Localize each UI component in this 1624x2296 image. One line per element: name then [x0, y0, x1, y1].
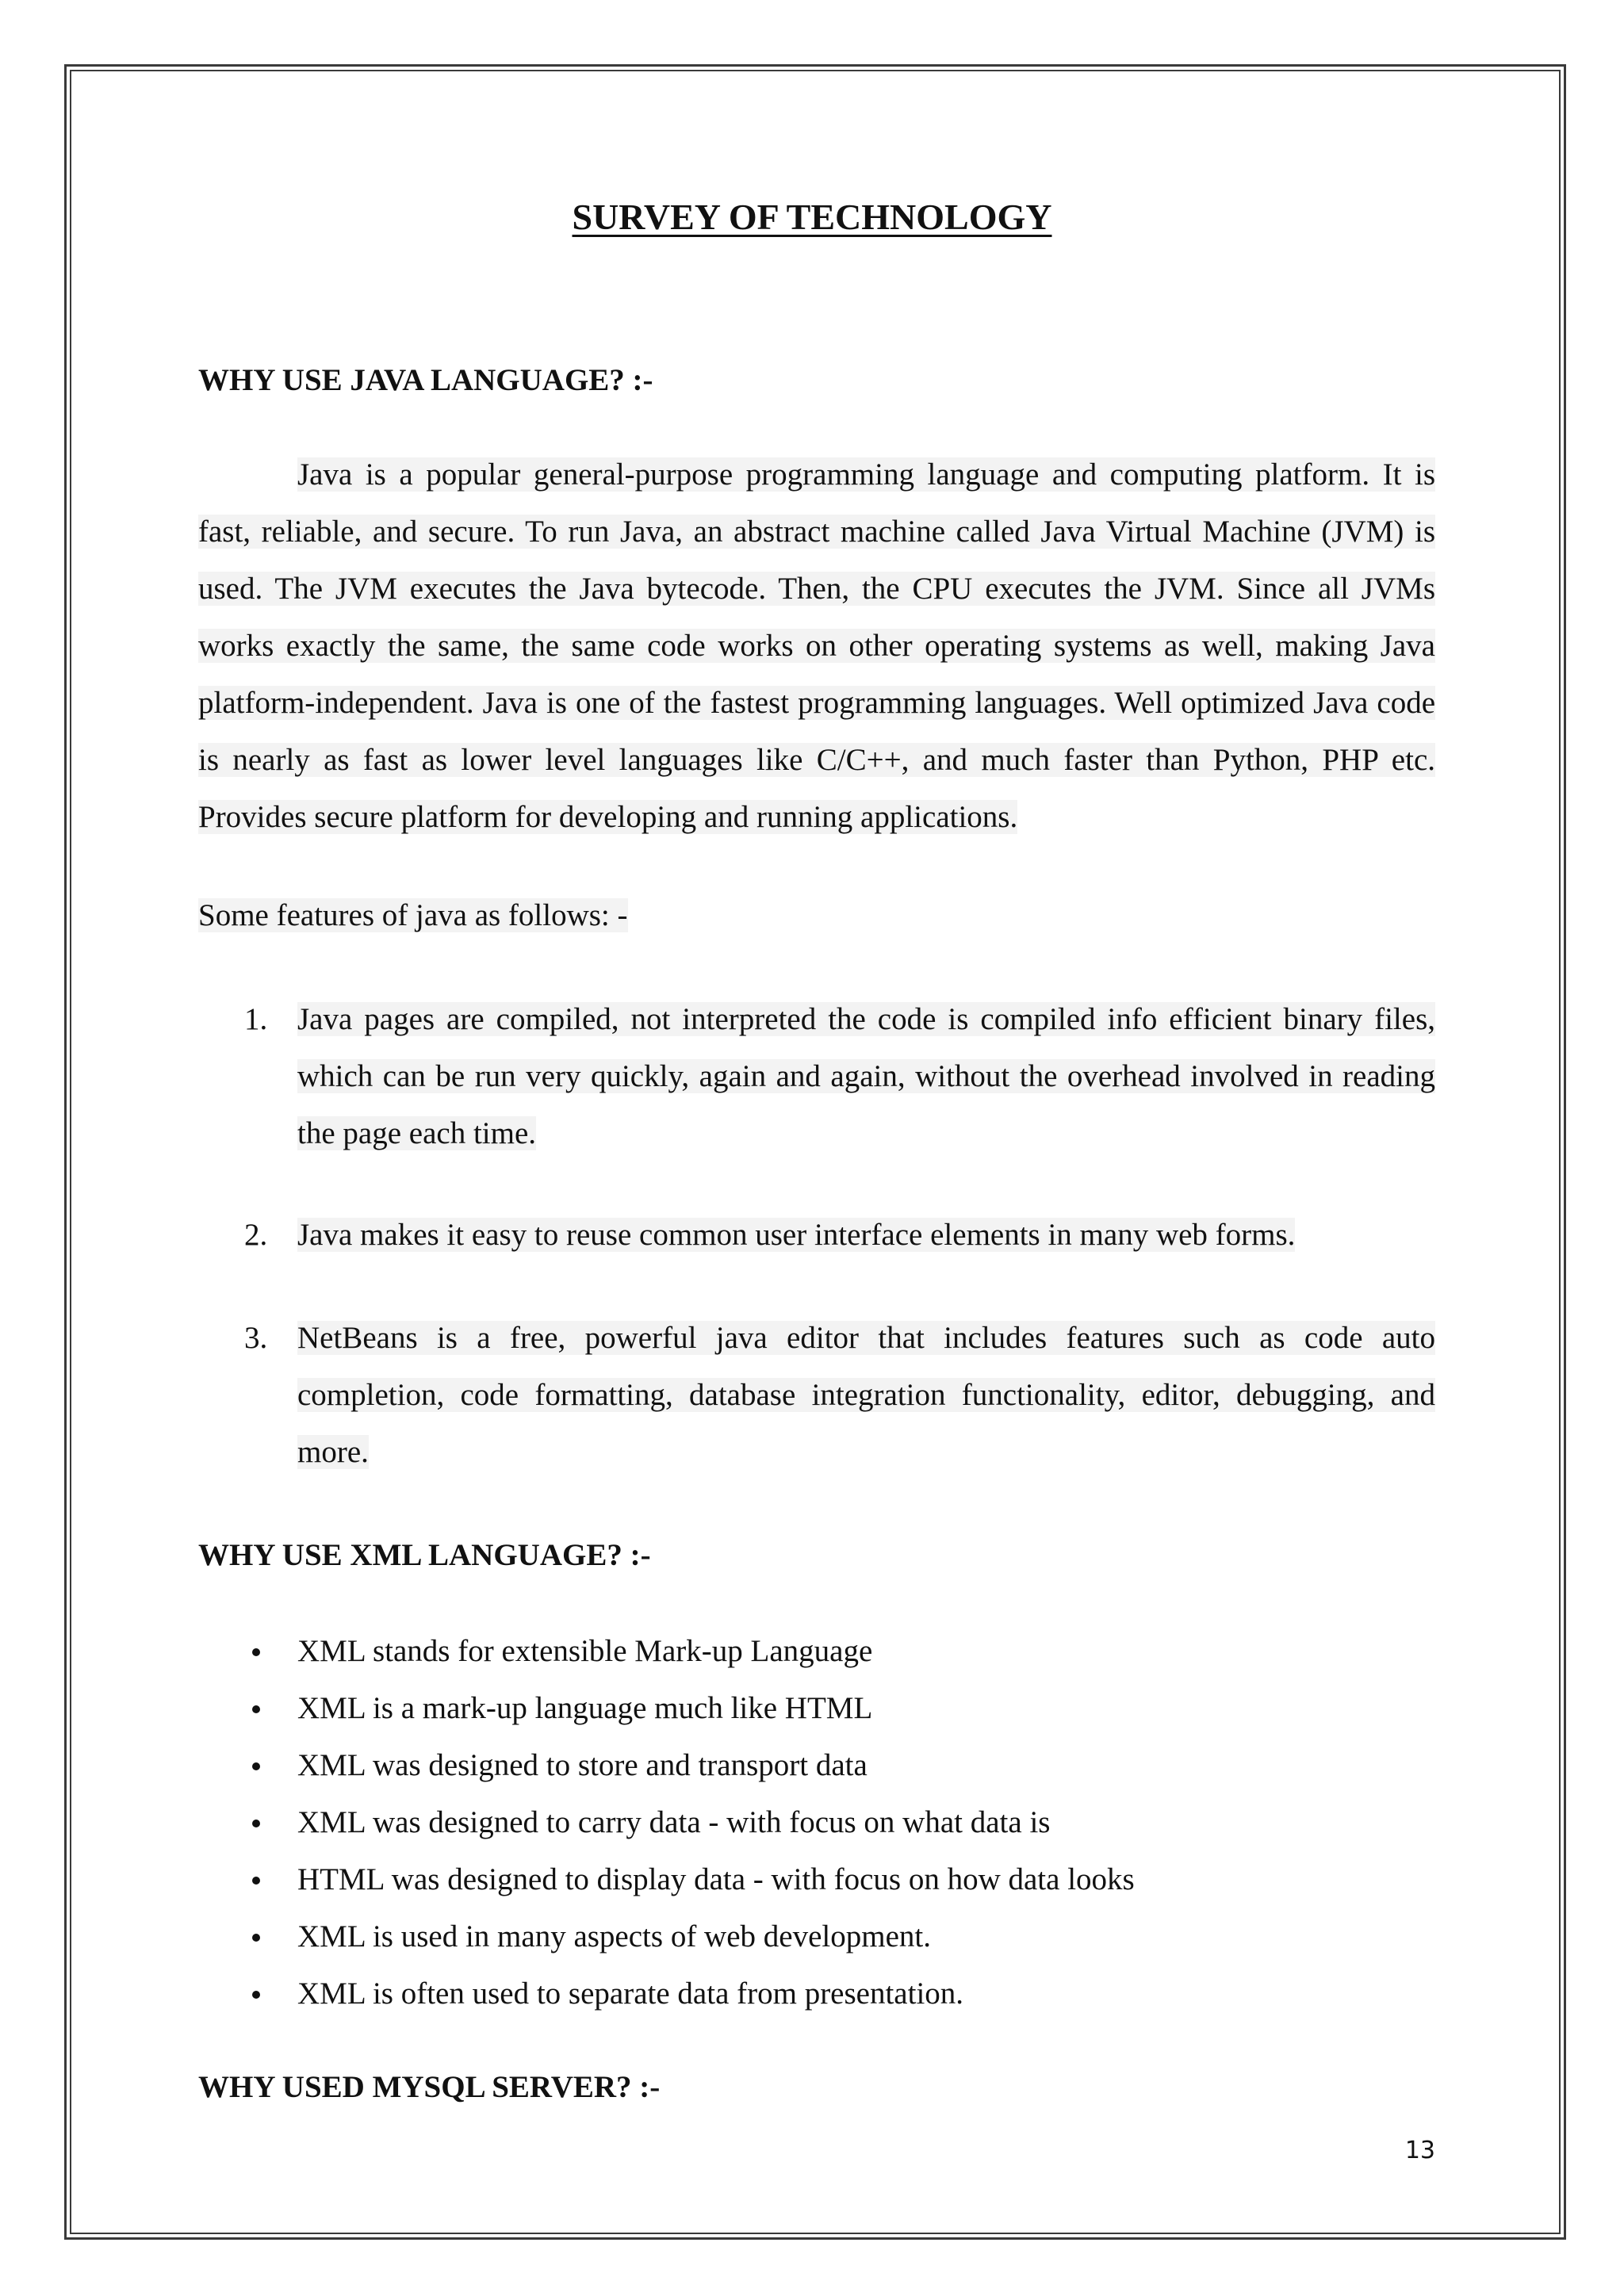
java-paragraph	[198, 446, 1435, 846]
feature-number: 2.	[244, 1218, 268, 1252]
feature-text: Java pages are compiled, not interpreted the code is compiled info efficient binary files, which can be run very quickly, again and again, without the overhead involved in reading the page each time.	[297, 1002, 1435, 1150]
feature-text: NetBeans is a free, powerful java editor that includes features such as code auto completion, code formatting, database integration functionality, editor, debugging, and more.	[297, 1321, 1435, 1469]
section-heading-mysql: WHY USED MYSQL SERVER? :-	[198, 2070, 661, 2104]
feature-number: 3.	[244, 1321, 268, 1355]
page-title	[0, 193, 1624, 241]
feature-item-3	[198, 1310, 1435, 1481]
bullet-icon	[252, 1648, 260, 1656]
bullet-icon	[252, 1705, 260, 1713]
java-paragraph-text: Java is a popular general-purpose programming language and computing platform. It is fast, reliable, and secure. To run Java, an abstract machine called Java Virtual Machine (JVM) is used. The JVM executes the Java bytecode. Then, the CPU executes the JVM. Since all JVMs works exactly the same, the same code works on other operating systems as well, making Java platform-independent. Java is one of the fastest programming languages. Well optimized Java code is nearly as fast as lower level languages like C/C++, and much faster than Python, PHP etc. Provides secure platform for developing and running applications.	[198, 457, 1435, 834]
list-item: XML is a mark-up language much like HTML	[198, 1680, 1435, 1737]
features-intro	[198, 896, 628, 936]
features-intro-text: Some features of java as follows: -	[198, 898, 628, 932]
bullet-icon	[252, 1991, 260, 1999]
xml-bullet-list	[198, 1623, 1435, 2022]
section-heading-xml: WHY USE XML LANGUAGE? :-	[198, 1538, 651, 1572]
list-item: HTML was designed to display data - with focus on how data looks	[198, 1851, 1435, 1908]
bullet-icon	[252, 1820, 260, 1827]
feature-number: 1.	[244, 1002, 268, 1036]
page-title-text: SURVEY OF TECHNOLOGY	[572, 197, 1052, 237]
list-item: XML was designed to carry data - with focus on what data is	[198, 1794, 1435, 1851]
section-heading-java: WHY USE JAVA LANGUAGE? :-	[198, 363, 653, 397]
feature-item-1	[198, 991, 1435, 1162]
list-item: XML stands for extensible Mark-up Language	[198, 1623, 1435, 1680]
list-item: XML was designed to store and transport data	[198, 1737, 1435, 1794]
page-number: 13	[1404, 2137, 1435, 2164]
bullet-icon	[252, 1877, 260, 1885]
list-item: XML is often used to separate data from presentation.	[198, 1965, 1435, 2022]
feature-item-2	[198, 1207, 1435, 1264]
list-item: XML is used in many aspects of web development.	[198, 1908, 1435, 1965]
feature-text: Java makes it easy to reuse common user interface elements in many web forms.	[297, 1218, 1296, 1252]
bullet-icon	[252, 1934, 260, 1942]
bullet-icon	[252, 1762, 260, 1770]
